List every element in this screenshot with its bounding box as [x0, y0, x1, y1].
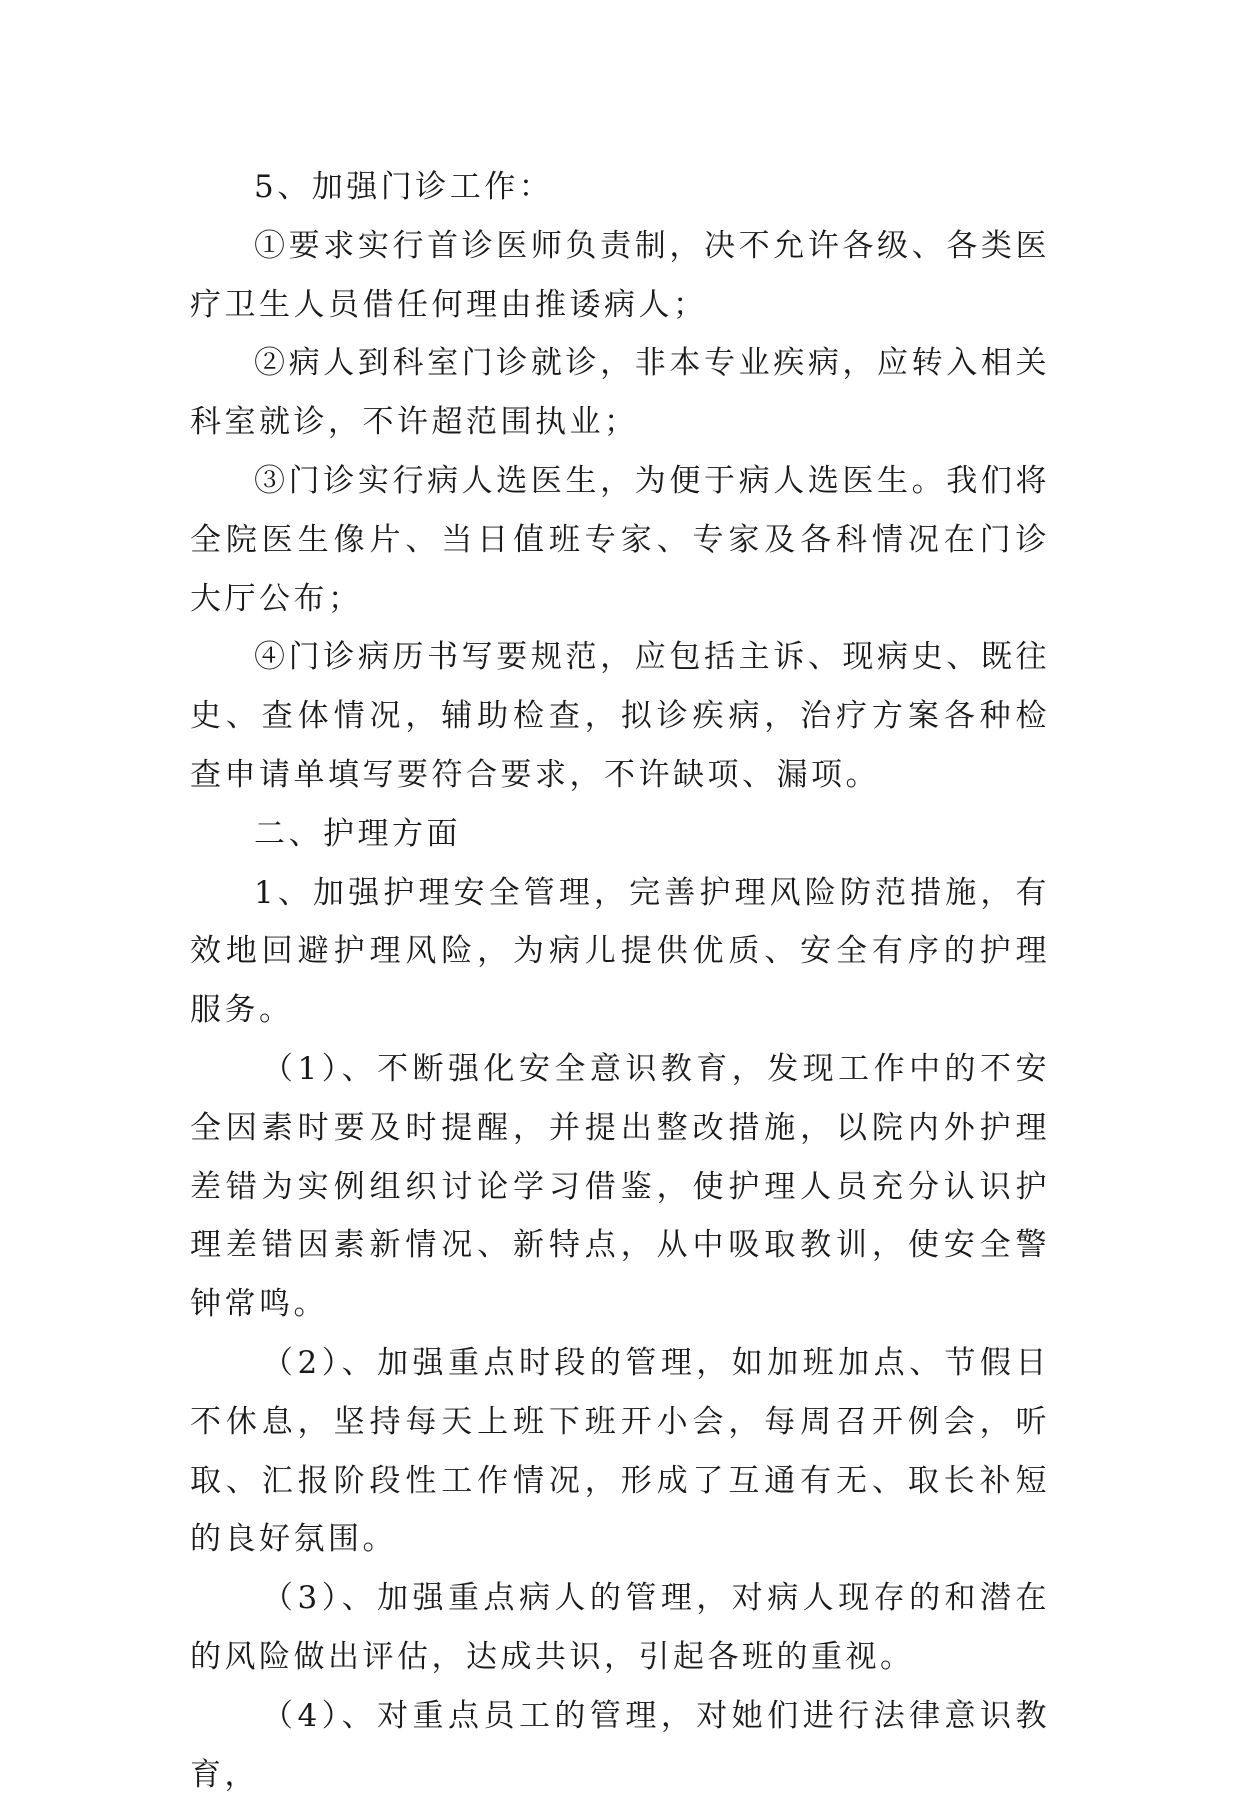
paragraph-doctor-selection: ③门诊实行病人选医生，为便于病人选医生。我们将全院医生像片、当日值班专家、专家及各科情况在门诊大厅公布； — [190, 462, 1050, 617]
document-body — [190, 158, 1050, 1804]
section-heading-nursing: 二、护理方面 — [254, 815, 461, 852]
paragraph-first-visit-responsibility: ①要求实行首诊医师负责制，决不允许各级、各类医疗卫生人员借任何理由推诿病人； — [190, 227, 1050, 323]
paragraph-nursing-safety: 1、加强护理安全管理，完善护理风险防范措施，有效地回避护理风险，为病儿提供优质、安全有序的护理服务。 — [190, 874, 1050, 1029]
paragraph-key-staff: （4）、对重点员工的管理，对她们进行法律意识教育， — [190, 1697, 1050, 1793]
paragraph-key-patients: （3）、加强重点病人的管理，对病人现存的和潜在的风险做出评估，达成共识，引起各班的重视。 — [190, 1580, 1050, 1675]
paragraph-safety-education: （1）、不断强化安全意识教育，发现工作中的不安全因素时要及时提醒，并提出整改措施，以院内外护理差错为实例组织讨论学习借鉴，使护理人员充分认识护理差错因素新情况、新特点，从中吸取教训，使安全警钟常鸣。 — [190, 1050, 1050, 1323]
paragraph-key-periods: （2）、加强重点时段的管理，如加班加点、节假日不休息，坚持每天上班下班开小会，每周召开例会，听取、汇报阶段性工作情况，形成了互通有无、取长补短的良好氛围。 — [190, 1344, 1050, 1558]
paragraph-outpatient-heading: 5、加强门诊工作： — [254, 169, 554, 205]
paragraph-referral: ②病人到科室门诊就诊，非本专业疾病，应转入相关科室就诊，不许超范围执业； — [190, 345, 1050, 441]
paragraph-medical-records: ④门诊病历书写要规范，应包括主诉、现病史、既往史、查体情况，辅助检查，拟诊疾病，治疗方案各种检查申请单填写要符合要求，不许缺项、漏项。 — [190, 639, 1050, 793]
